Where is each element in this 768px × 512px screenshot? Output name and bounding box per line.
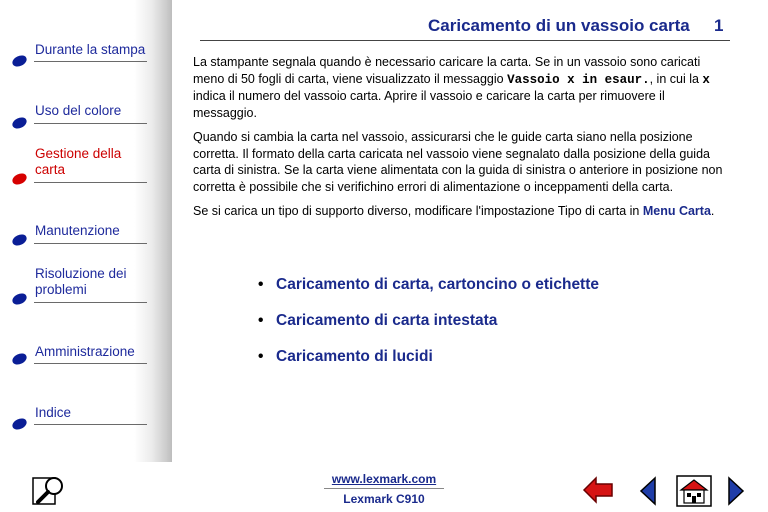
link-caricamento-carta-intestata[interactable]: Caricamento di carta intestata	[276, 312, 498, 329]
bullet-dot-icon	[11, 171, 29, 186]
bullet-icon: •	[258, 348, 264, 365]
sidebar-divider	[34, 123, 147, 124]
bullet-dot-icon	[11, 53, 29, 68]
product-model: Lexmark C910	[343, 492, 425, 506]
paragraph-1: La stampante segnala quando è necessario caricare la carta. Se in un vassoio sono caricati meno di 50 fogli di carta, viene visualizzato il messaggio Vassoio x in esaur., in cui la x indica il numero del vassoio carta. Aprire il vassoio e caricare la carta per rimuovere il messaggio.	[193, 55, 710, 120]
link-caricamento-carta-cartoncino-etichette[interactable]: Caricamento di carta, cartoncino o etichette	[276, 276, 600, 293]
paragraph-3: Se si carica un tipo di supporto diverso, modificare l'impostazione Tipo di carta in Menu Carta.	[193, 204, 715, 218]
sidebar-item-label: Gestione della carta	[35, 146, 122, 177]
header-divider	[200, 40, 730, 41]
page-number: 1	[714, 16, 724, 35]
menu-carta-link[interactable]: Menu Carta	[642, 204, 711, 218]
message-code: Vassoio x in esaur.	[507, 72, 650, 87]
sidebar-divider	[34, 424, 147, 425]
footer-divider	[324, 488, 444, 489]
bullet-dot-icon	[11, 232, 29, 247]
next-page-icon[interactable]	[726, 476, 746, 506]
sidebar-item-durante-la-stampa[interactable]	[12, 42, 147, 72]
sidebar-divider	[34, 302, 147, 303]
variable-code: x	[702, 72, 710, 87]
sidebar-item-gestione-della-carta[interactable]	[12, 146, 147, 188]
bullet-dot-icon	[11, 351, 29, 366]
sidebar-divider	[34, 243, 147, 244]
sidebar-item-manutenzione[interactable]	[12, 223, 147, 253]
sidebar-item-amministrazione[interactable]	[12, 344, 147, 374]
magnifier-icon[interactable]	[30, 474, 70, 506]
link-caricamento-lucidi[interactable]: Caricamento di lucidi	[276, 348, 433, 365]
paragraph-2: Quando si cambia la carta nel vassoio, assicurarsi che le guide carta siano nella posizione corretta. Il formato della carta caricata nel vassoio viene segnalato dalla posizione della guida carta di sinistra. Se la carta viene alimentata con la guida di sinistra o anteriore in posizione non corretta è possibile che si verifichino errori di alimentazione o inceppamenti della carta.	[193, 130, 723, 194]
page-title: Caricamento di un vassoio carta	[428, 16, 690, 35]
sidebar-item-label: Amministrazione	[35, 344, 135, 359]
sidebar-item-label: Durante la stampa	[35, 42, 146, 57]
home-icon[interactable]	[676, 475, 712, 507]
sidebar-divider	[34, 61, 147, 62]
sidebar-item-label: Risoluzione dei problemi	[35, 266, 127, 297]
back-arrow-icon[interactable]	[582, 476, 614, 504]
sidebar-divider	[34, 182, 147, 183]
sidebar-item-uso-del-colore[interactable]	[12, 103, 147, 133]
bullet-dot-icon	[11, 416, 29, 431]
sidebar-item-label: Uso del colore	[35, 103, 122, 118]
body-content	[193, 54, 728, 228]
bullet-icon: •	[258, 312, 264, 329]
bullet-dot-icon	[11, 291, 29, 306]
sidebar-item-risoluzione-dei-problemi[interactable]	[12, 266, 147, 308]
bullet-dot-icon	[11, 115, 29, 130]
lexmark-url-link[interactable]: www.lexmark.com	[331, 472, 437, 486]
sidebar-divider	[34, 363, 147, 364]
sidebar-item-label: Indice	[35, 405, 72, 420]
sidebar-item-label: Manutenzione	[35, 223, 120, 238]
bullet-icon: •	[258, 276, 264, 293]
sidebar-nav	[0, 0, 172, 462]
sidebar-item-indice[interactable]	[12, 405, 147, 435]
previous-page-icon[interactable]	[638, 476, 658, 506]
